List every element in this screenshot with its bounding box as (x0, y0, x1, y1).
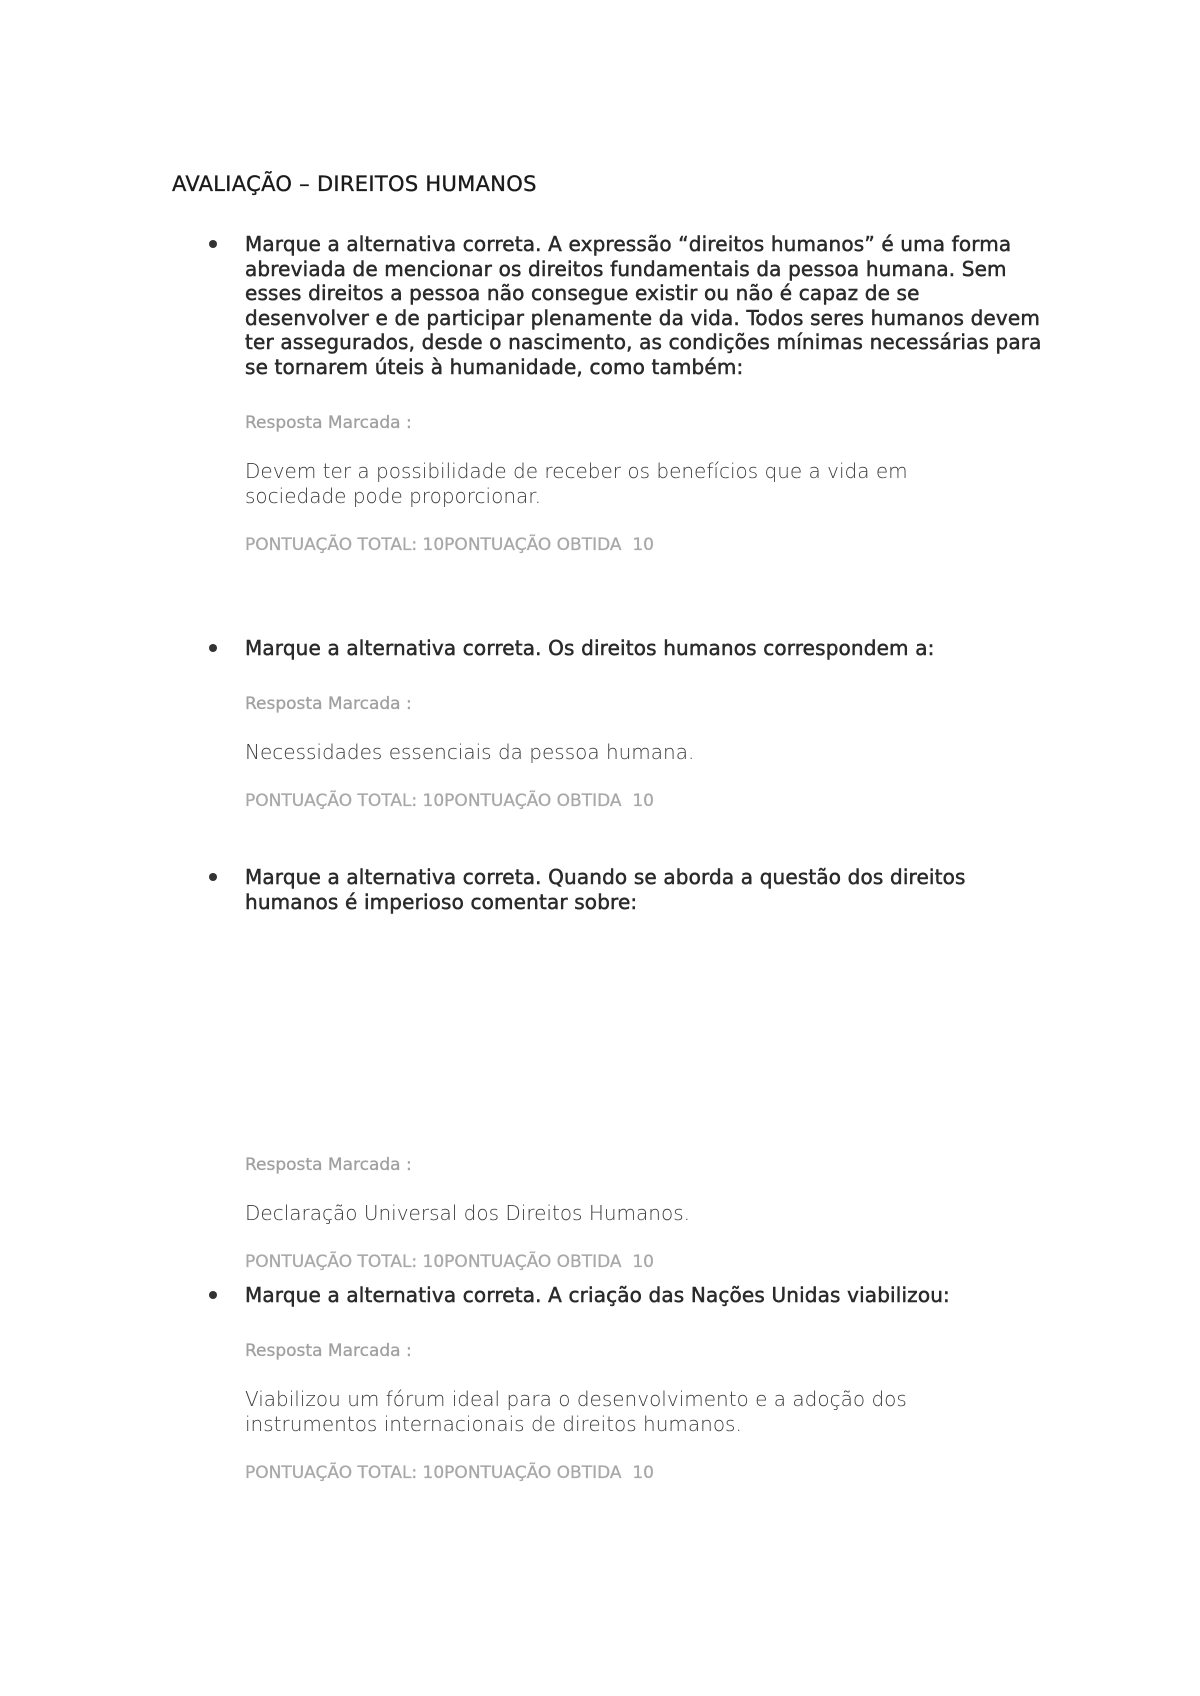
score-line: PONTUAÇÃO TOTAL: 10PONTUAÇÃO OBTIDA 10 (245, 1252, 654, 1273)
score-line: PONTUAÇÃO TOTAL: 10PONTUAÇÃO OBTIDA 10 (245, 790, 654, 811)
question-text: Marque a alternativa correta. A expressão “direitos humanos” é uma forma abreviada de mencionar os direitos fundamentais da pessoa humana. Sem esses direitos a pessoa não consegue existir ou não é capaz de se desenvolver e de participar plenamente da vida. Todos seres humanos devem ter assegurados, desde o nascimento, as condições mínimas necessárias para se tornarem úteis à humanidade, como também: (245, 232, 1042, 379)
response-text: Declaração Universal dos Direitos Humanos. (245, 1201, 690, 1226)
bullet-icon (209, 240, 217, 248)
response-label: Resposta Marcada : (245, 1155, 412, 1176)
score-line: PONTUAÇÃO TOTAL: 10PONTUAÇÃO OBTIDA 10 (245, 1462, 654, 1483)
response-text: Necessidades essenciais da pessoa humana. (245, 739, 695, 764)
response-text: Devem ter a possibilidade de receber os benefícios que a vida em sociedade pode proporcionar. (245, 458, 908, 508)
question-item (172, 232, 1042, 556)
question-item (172, 865, 1042, 1273)
answer-block (245, 412, 1042, 556)
response-text: Viabilizou um fórum ideal para o desenvolvimento e a adoção dos instrumentos internacionais de direitos humanos. (245, 1386, 907, 1436)
response-label: Resposta Marcada : (245, 1340, 412, 1361)
bullet-icon (209, 644, 217, 652)
question-item (172, 636, 1042, 812)
question-text: Marque a alternativa correta. A criação das Nações Unidas viabilizou: (245, 1283, 950, 1307)
bullet-icon (209, 873, 217, 881)
answer-block (245, 1340, 1042, 1484)
question-text: Marque a alternativa correta. Quando se aborda a questão dos direitos humanos é imperioso comentar sobre: (245, 865, 966, 914)
score-line: PONTUAÇÃO TOTAL: 10PONTUAÇÃO OBTIDA 10 (245, 534, 654, 555)
question-text: Marque a alternativa correta. Os direitos humanos correspondem a: (245, 636, 935, 660)
answer-block (245, 693, 1042, 812)
answer-block (245, 1154, 1042, 1273)
response-label: Resposta Marcada : (245, 412, 412, 433)
document-page (172, 170, 1042, 198)
question-item (172, 1283, 1042, 1484)
document-title: AVALIAÇÃO – DIREITOS HUMANOS (172, 172, 537, 196)
response-label: Resposta Marcada : (245, 693, 412, 714)
bullet-icon (209, 1291, 217, 1299)
